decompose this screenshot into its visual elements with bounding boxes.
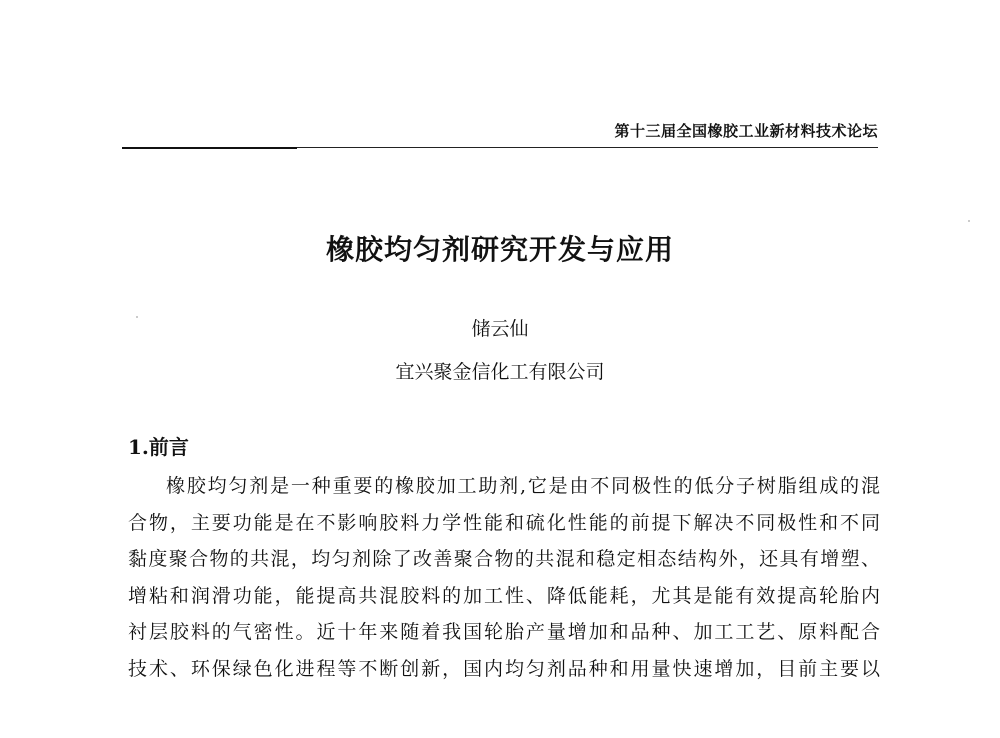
paragraph-line: 衬层胶料的气密性。近十年来随着我国轮胎产量增加和品种、加工工艺、原料配合 (128, 621, 880, 643)
running-header: 第十三届全国橡胶工业新材料技术论坛 (614, 122, 878, 140)
paragraph-line: 增粘和润滑功能，能提高共混胶料的加工性、降低能耗，尤其是能有效提高轮胎内 (128, 584, 880, 607)
body-paragraph (128, 468, 880, 687)
section-heading: 1.前言 (128, 435, 189, 459)
paragraph-line: 合物，主要功能是在不影响胶料力学性能和硫化性能的前提下解决不同极性和不同 (128, 511, 880, 534)
scan-speck (968, 220, 970, 222)
header-rule-accent (122, 147, 297, 149)
author-affiliation: 宜兴聚金信化工有限公司 (395, 361, 605, 383)
paragraph-line: 黏度聚合物的共混，均匀剂除了改善聚合物的共混和稳定相态结构外，还具有增塑、 (128, 548, 880, 570)
author-name: 储云仙 (471, 318, 529, 340)
paragraph-line: 橡胶均匀剂是一种重要的橡胶加工助剂,它是由不同极性的低分子树脂组成的混 (166, 475, 880, 497)
paragraph-line: 技术、环保绿色化进程等不断创新，国内均匀剂品种和用量快速增加，目前主要以 (128, 657, 880, 680)
paper-title: 橡胶均匀剂研究开发与应用 (325, 233, 674, 266)
scan-speck (136, 316, 138, 318)
